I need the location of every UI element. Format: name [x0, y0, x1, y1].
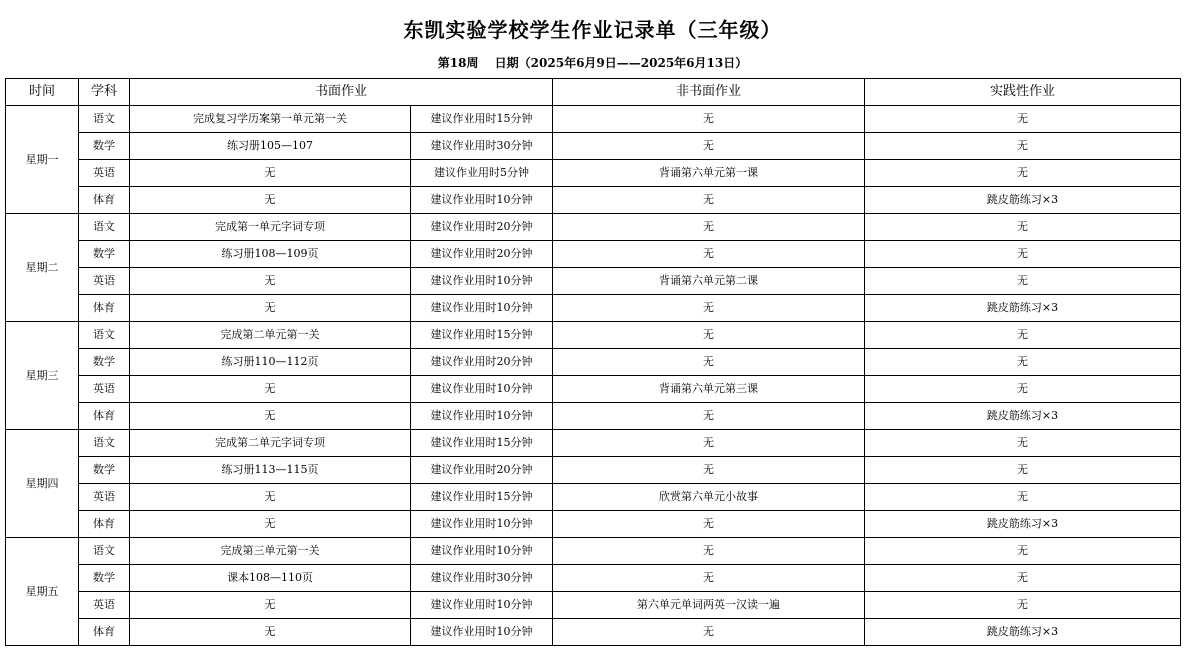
practice-homework-cell: 无	[865, 241, 1181, 268]
written-homework-cell: 无	[130, 619, 411, 646]
subject-cell: 英语	[79, 268, 130, 295]
suggested-time-cell: 建议作业用时5分钟	[411, 160, 553, 187]
practice-homework-cell: 跳皮筋练习×3	[865, 403, 1181, 430]
subject-cell: 数学	[79, 457, 130, 484]
table-row	[6, 619, 1181, 646]
practice-homework-cell: 无	[865, 106, 1181, 133]
suggested-time-cell: 建议作业用时20分钟	[411, 214, 553, 241]
suggested-time-cell: 建议作业用时15分钟	[411, 106, 553, 133]
table-row	[6, 214, 1181, 241]
written-homework-cell: 完成第二单元第一关	[130, 322, 411, 349]
practice-homework-cell: 无	[865, 349, 1181, 376]
table-row	[6, 187, 1181, 214]
practice-homework-cell: 无	[865, 133, 1181, 160]
suggested-time-cell: 建议作业用时15分钟	[411, 322, 553, 349]
table-row	[6, 295, 1181, 322]
non-written-homework-cell: 无	[553, 241, 865, 268]
subject-cell: 数学	[79, 241, 130, 268]
subject-cell: 体育	[79, 403, 130, 430]
practice-homework-cell: 无	[865, 538, 1181, 565]
table-row	[6, 430, 1181, 457]
subject-cell: 数学	[79, 565, 130, 592]
subject-cell: 英语	[79, 376, 130, 403]
subject-cell: 语文	[79, 322, 130, 349]
practice-homework-cell: 跳皮筋练习×3	[865, 295, 1181, 322]
table-row	[6, 349, 1181, 376]
practice-homework-cell: 无	[865, 592, 1181, 619]
practice-homework-cell: 无	[865, 322, 1181, 349]
table-row	[6, 322, 1181, 349]
practice-homework-cell: 无	[865, 268, 1181, 295]
header-practice: 实践性作业	[865, 79, 1181, 106]
suggested-time-cell: 建议作业用时10分钟	[411, 187, 553, 214]
day-cell: 星期五	[6, 538, 79, 646]
table-header-row	[6, 79, 1181, 106]
subject-cell: 体育	[79, 295, 130, 322]
written-homework-cell: 无	[130, 592, 411, 619]
written-homework-cell: 完成第三单元第一关	[130, 538, 411, 565]
non-written-homework-cell: 无	[553, 565, 865, 592]
table-row	[6, 376, 1181, 403]
practice-homework-cell: 无	[865, 376, 1181, 403]
written-homework-cell: 无	[130, 187, 411, 214]
practice-homework-cell: 跳皮筋练习×3	[865, 619, 1181, 646]
practice-homework-cell: 跳皮筋练习×3	[865, 187, 1181, 214]
non-written-homework-cell: 第六单元单词两英一汉读一遍	[553, 592, 865, 619]
date-range: 日期（2025年6月9日——2025年6月13日）	[494, 56, 748, 70]
written-homework-cell: 练习册108—109页	[130, 241, 411, 268]
suggested-time-cell: 建议作业用时30分钟	[411, 133, 553, 160]
written-homework-cell: 无	[130, 295, 411, 322]
day-cell: 星期四	[6, 430, 79, 538]
subject-cell: 语文	[79, 106, 130, 133]
day-cell: 星期一	[6, 106, 79, 214]
table-row	[6, 457, 1181, 484]
written-homework-cell: 完成第二单元字词专项	[130, 430, 411, 457]
non-written-homework-cell: 无	[553, 538, 865, 565]
practice-homework-cell: 无	[865, 214, 1181, 241]
day-cell: 星期二	[6, 214, 79, 322]
subject-cell: 语文	[79, 430, 130, 457]
non-written-homework-cell: 无	[553, 214, 865, 241]
written-homework-cell: 无	[130, 376, 411, 403]
non-written-homework-cell: 无	[553, 187, 865, 214]
subject-cell: 语文	[79, 214, 130, 241]
non-written-homework-cell: 无	[553, 619, 865, 646]
written-homework-cell: 完成复习学历案第一单元第一关	[130, 106, 411, 133]
written-homework-cell: 练习册105—107	[130, 133, 411, 160]
subject-cell: 英语	[79, 592, 130, 619]
suggested-time-cell: 建议作业用时10分钟	[411, 376, 553, 403]
table-row	[6, 592, 1181, 619]
written-homework-cell: 无	[130, 511, 411, 538]
table-body	[6, 106, 1181, 646]
non-written-homework-cell: 无	[553, 106, 865, 133]
written-homework-cell: 无	[130, 160, 411, 187]
suggested-time-cell: 建议作业用时10分钟	[411, 403, 553, 430]
non-written-homework-cell: 无	[553, 430, 865, 457]
non-written-homework-cell: 无	[553, 349, 865, 376]
written-homework-cell: 无	[130, 268, 411, 295]
non-written-homework-cell: 无	[553, 295, 865, 322]
non-written-homework-cell: 背诵第六单元第二课	[553, 268, 865, 295]
header-non-written: 非书面作业	[553, 79, 865, 106]
week-label: 第18周	[437, 56, 479, 70]
suggested-time-cell: 建议作业用时15分钟	[411, 484, 553, 511]
subject-cell: 体育	[79, 511, 130, 538]
non-written-homework-cell: 无	[553, 322, 865, 349]
practice-homework-cell: 无	[865, 457, 1181, 484]
table-row	[6, 106, 1181, 133]
written-homework-cell: 练习册113—115页	[130, 457, 411, 484]
non-written-homework-cell: 背诵第六单元第三课	[553, 376, 865, 403]
homework-table	[5, 78, 1181, 646]
suggested-time-cell: 建议作业用时10分钟	[411, 592, 553, 619]
practice-homework-cell: 跳皮筋练习×3	[865, 511, 1181, 538]
suggested-time-cell: 建议作业用时10分钟	[411, 511, 553, 538]
suggested-time-cell: 建议作业用时20分钟	[411, 349, 553, 376]
non-written-homework-cell: 无	[553, 133, 865, 160]
subject-cell: 英语	[79, 484, 130, 511]
subject-cell: 语文	[79, 538, 130, 565]
non-written-homework-cell: 背诵第六单元第一课	[553, 160, 865, 187]
suggested-time-cell: 建议作业用时20分钟	[411, 241, 553, 268]
practice-homework-cell: 无	[865, 430, 1181, 457]
table-row	[6, 484, 1181, 511]
table-row	[6, 160, 1181, 187]
day-cell: 星期三	[6, 322, 79, 430]
suggested-time-cell: 建议作业用时10分钟	[411, 295, 553, 322]
suggested-time-cell: 建议作业用时10分钟	[411, 268, 553, 295]
non-written-homework-cell: 欣赏第六单元小故事	[553, 484, 865, 511]
written-homework-cell: 无	[130, 403, 411, 430]
table-row	[6, 241, 1181, 268]
header-time: 时间	[6, 79, 79, 106]
header-subject: 学科	[79, 79, 130, 106]
suggested-time-cell: 建议作业用时30分钟	[411, 565, 553, 592]
suggested-time-cell: 建议作业用时15分钟	[411, 430, 553, 457]
page-title: 东凯实验学校学生作业记录单（三年级）	[403, 18, 782, 42]
practice-homework-cell: 无	[865, 565, 1181, 592]
subject-cell: 体育	[79, 187, 130, 214]
table-row	[6, 133, 1181, 160]
suggested-time-cell: 建议作业用时10分钟	[411, 538, 553, 565]
subject-cell: 英语	[79, 160, 130, 187]
written-homework-cell: 完成第一单元字词专项	[130, 214, 411, 241]
subject-cell: 体育	[79, 619, 130, 646]
non-written-homework-cell: 无	[553, 403, 865, 430]
suggested-time-cell: 建议作业用时10分钟	[411, 619, 553, 646]
subject-cell: 数学	[79, 133, 130, 160]
table-row	[6, 511, 1181, 538]
subject-cell: 数学	[79, 349, 130, 376]
practice-homework-cell: 无	[865, 484, 1181, 511]
suggested-time-cell: 建议作业用时20分钟	[411, 457, 553, 484]
table-row	[6, 538, 1181, 565]
non-written-homework-cell: 无	[553, 457, 865, 484]
header-written: 书面作业	[130, 79, 553, 106]
table-row	[6, 403, 1181, 430]
written-homework-cell: 练习册110—112页	[130, 349, 411, 376]
practice-homework-cell: 无	[865, 160, 1181, 187]
written-homework-cell: 无	[130, 484, 411, 511]
page-subtitle	[0, 54, 1185, 71]
written-homework-cell: 课本108—110页	[130, 565, 411, 592]
table-row	[6, 268, 1181, 295]
non-written-homework-cell: 无	[553, 511, 865, 538]
table-row	[6, 565, 1181, 592]
